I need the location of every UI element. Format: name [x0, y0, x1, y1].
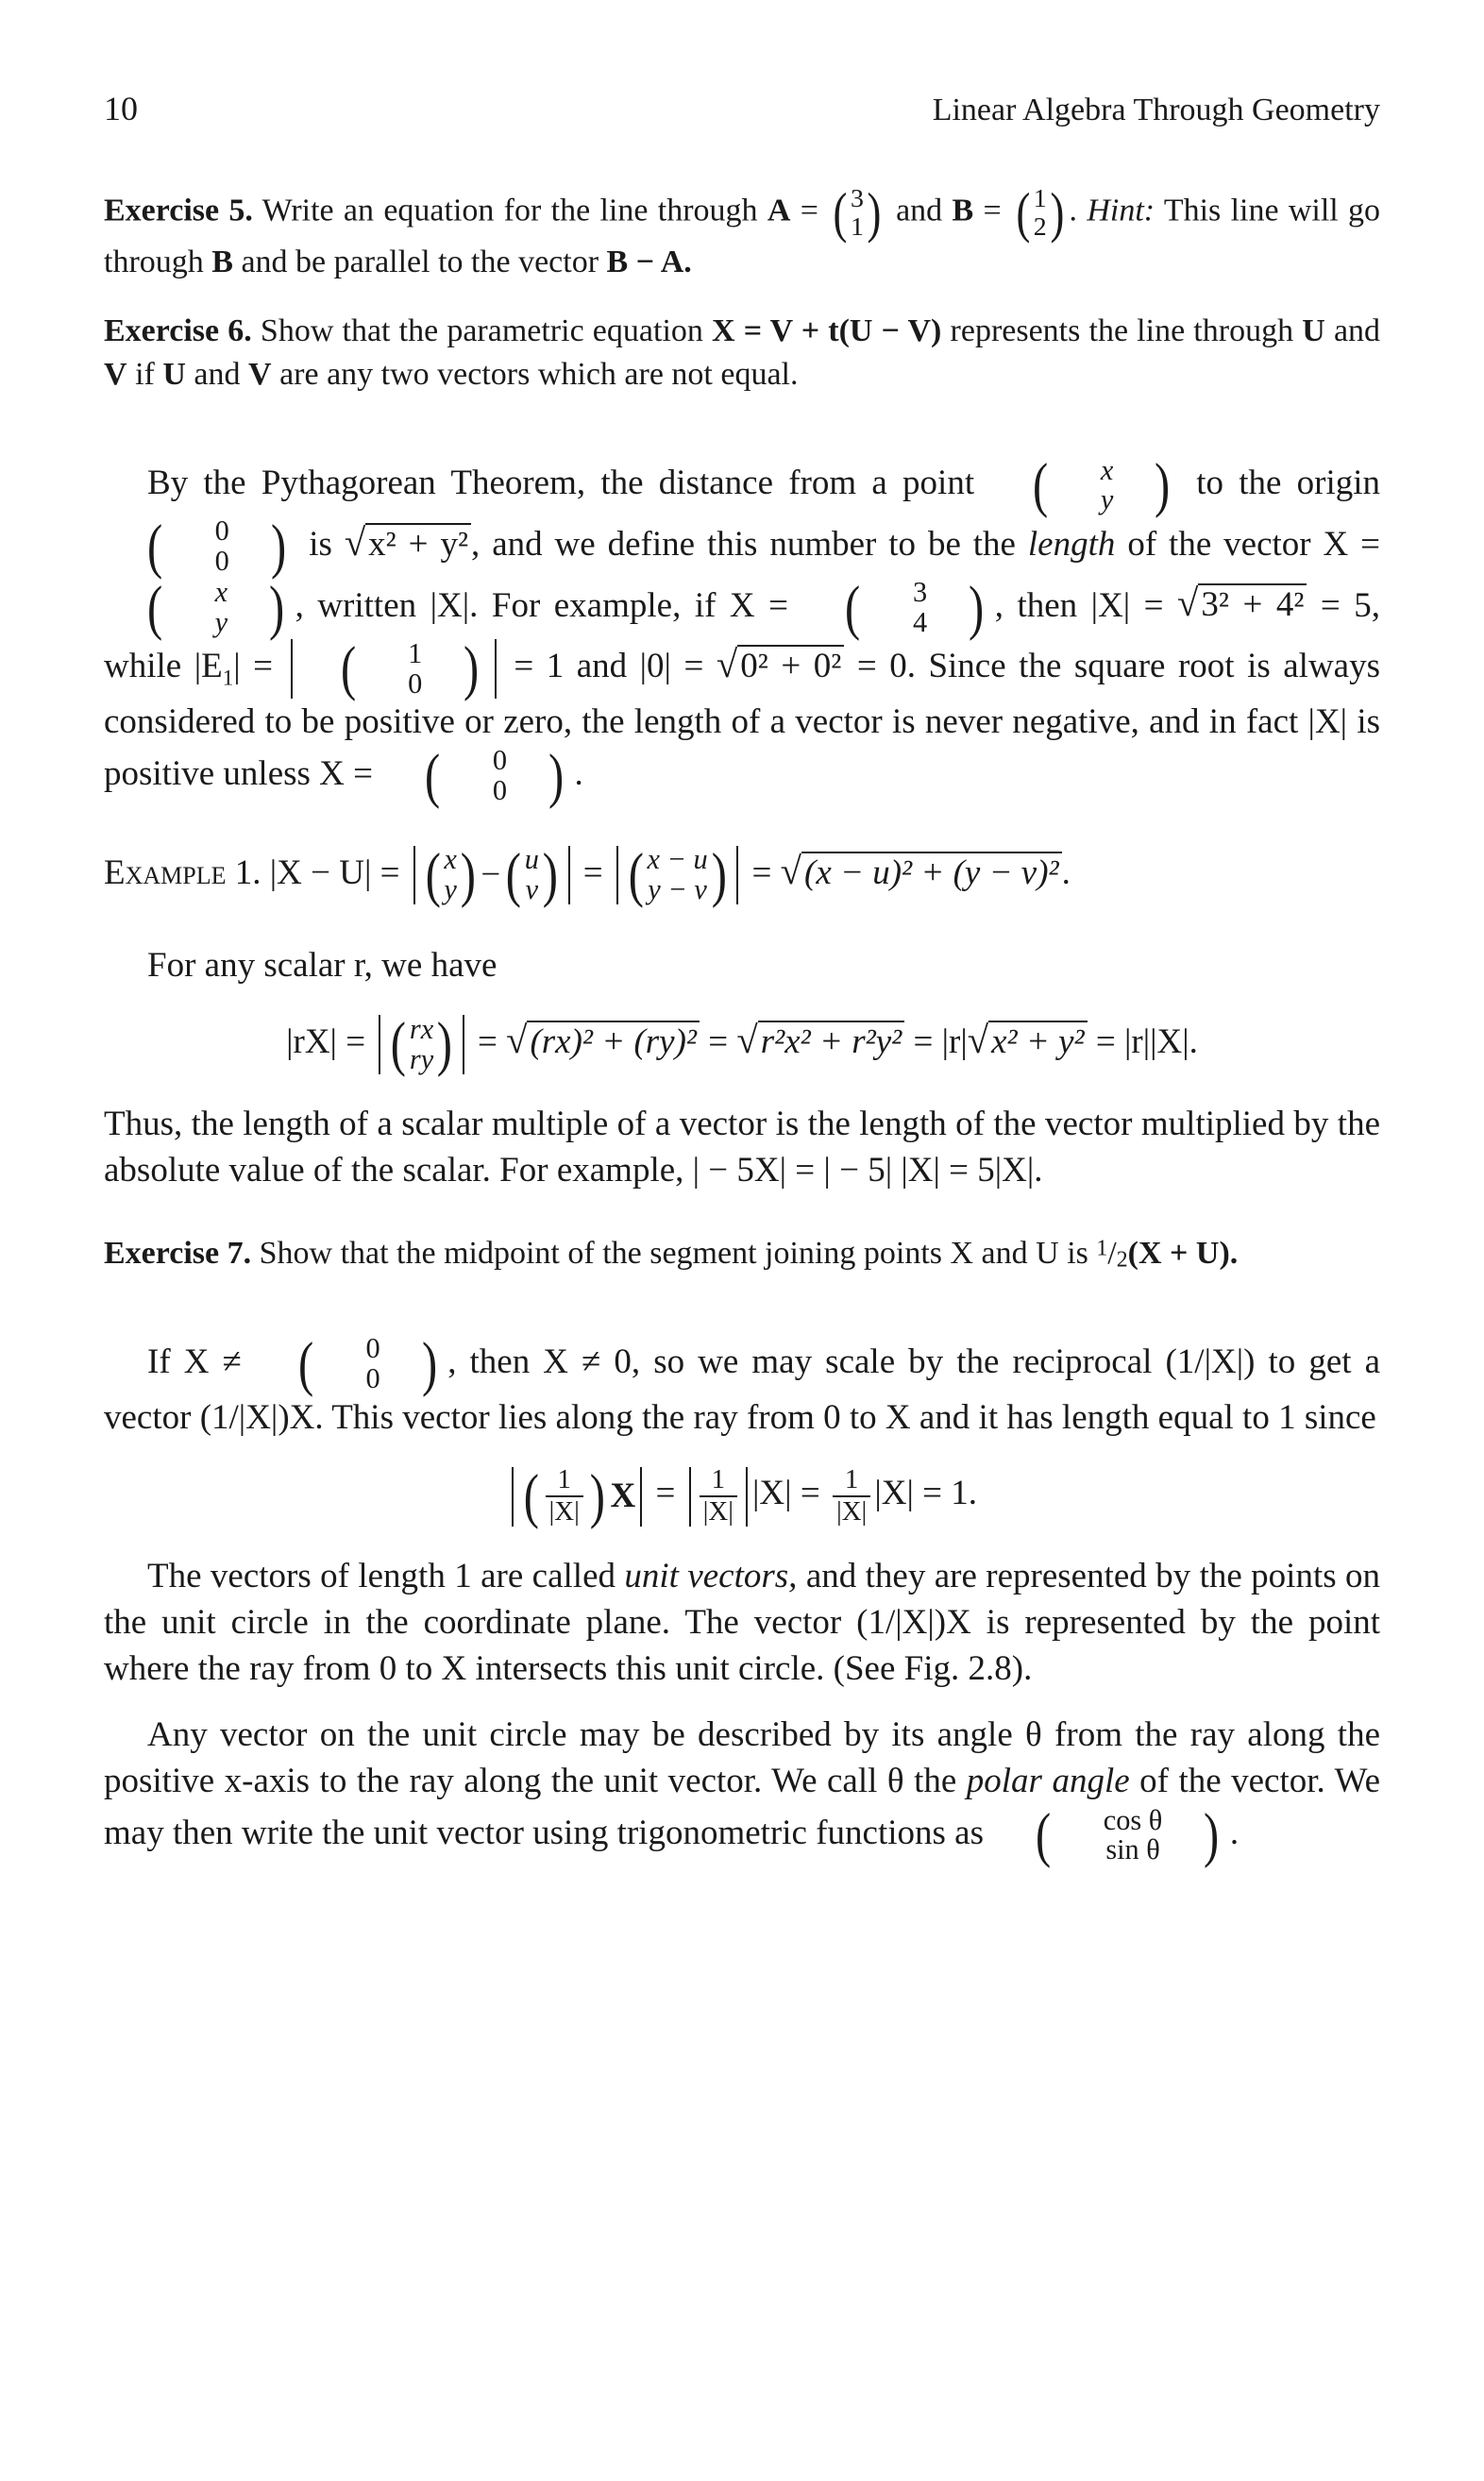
vector-a: ( 3 1 )	[833, 180, 882, 244]
point-vector: ( x y )	[1033, 451, 1171, 520]
exercise-6-label: Exercise 6.	[104, 312, 252, 348]
nonzero-vector: ( 0 0 )	[297, 1329, 437, 1398]
exercise-5-text: Write an equation for the line through	[261, 193, 758, 228]
scalar-equation: |rX| = ( rx ry ) = √(rx)² + (ry)² = √r²x² + r²y² = |r|√x² + y² = |r||X|.	[286, 1010, 1198, 1079]
exercise-7-label: Exercise 7.	[104, 1235, 252, 1271]
example-vector: ( 3 4 )	[845, 573, 985, 642]
trig-vector: ( cos θ sin θ )	[1036, 1801, 1220, 1870]
page-number: 10	[104, 90, 138, 127]
e1-norm: ( 1 0 )	[286, 638, 501, 700]
polar-angle-term: polar angle	[966, 1762, 1130, 1801]
example-1: Example 1. |X − U| = ( x y ) − ( u v ) = ( x − u y − v ) = √(x − u)² + (y − v)².	[104, 840, 1071, 909]
zero-vector: ( 0 0 )	[425, 741, 565, 810]
polar-angle-paragraph: Any vector on the unit circle may be described by its angle θ from the ray along the positive x-axis to the ray along the unit vector. We call θ the polar angle of the vector. We may then write the unit vector using trigonometric functions as ( cos θ sin θ ) .	[104, 1715, 1380, 1870]
unit-vectors-term: unit vectors,	[624, 1556, 798, 1595]
hint-label: Hint:	[1087, 193, 1155, 228]
example-1-label: Example 1.	[104, 852, 261, 892]
scalar-conclusion: Thus, the length of a scalar multiple of a vector is the length of the vector multiplied by the absolute value of the scalar. For example, | − 5X| = | − 5| |X| = 5|X|.	[104, 1104, 1380, 1190]
vector-x: ( x y )	[146, 573, 285, 642]
unit-length-equation: ( $\frac{1}{|X|}$ ) X = $\frac{1}{|X|}$ |X| = $\frac{1}{|X|}$ |X| = 1.	[104, 1465, 1380, 1527]
reciprocal-paragraph: If X ≠ ( 0 0 ) , then X ≠ 0, so we may scale by the reciprocal (1/|X|) to get a vector (1/|X|)X. This vector lies along the ray from 0 to X and it has length equal to 1 since	[104, 1329, 1381, 1437]
parametric-equation: X = V + t(U − V)	[712, 312, 942, 348]
running-head	[104, 87, 1380, 132]
distance-radical: √x² + y²	[345, 525, 471, 564]
zero-radical: √0² + 0²	[717, 647, 844, 685]
unit-vectors-paragraph: The vectors of length 1 are called unit vectors, and they are represented by the points on the unit circle in the coordinate plane. The vector (1/|X|)X is represented by the point where the ray from 0 to X intersects this unit circle. (See Fig. 2.8).	[104, 1556, 1381, 1688]
exercise-5-label: Exercise 5.	[104, 193, 253, 228]
scalar-intro: For any scalar r, we have	[147, 946, 497, 986]
example-1-radical: √(x − u)² + (y − v)²	[781, 853, 1062, 892]
origin-vector: ( 0 0 )	[146, 512, 286, 581]
pythagorean-paragraph: By the Pythagorean Theorem, the distance from a point ( x y ) to the origin ( 0 0 ) is √x² + y², and we define this number to be the length of the vector X = ( x y ) , written |X|. For example, if X = ( 3 4 ) , then |X| = √3² + 4² = 5, while $|E_1|$ = ( 1 0 ) = 1 and |0| = √0² + 0² = 0. Since the square root is always considered to be positive or zero, the length of a vector is never negative, and in fact |X| is positive unless X = ( 0 0 ) .	[104, 451, 1381, 810]
b-minus-a: B − A.	[606, 245, 692, 280]
length-term: length	[1027, 524, 1116, 564]
exercise-5: Exercise 5. Write an equation for the line through A = ( 3 1 ) and B = ( 1 2 ) . Hint: This line will go through B and be parallel to the vector B − A.	[104, 180, 1381, 280]
vector-b: ( 1 2 )	[1016, 180, 1065, 244]
vector-b-name: B	[952, 193, 974, 228]
book-title: Linear Algebra Through Geometry	[932, 93, 1380, 127]
exercise-6: Exercise 6. Show that the parametric equation X = V + t(U − V) represents the line through U and V if U and V are any two vectors which are not equal.	[104, 312, 1381, 392]
vector-a-name: A	[767, 193, 791, 228]
example-radical: √3² + 4²	[1177, 585, 1307, 624]
exercise-7: Exercise 7. Show that the midpoint of the segment joining points X and U is $^1$/2(X + U).	[104, 1235, 1239, 1273]
